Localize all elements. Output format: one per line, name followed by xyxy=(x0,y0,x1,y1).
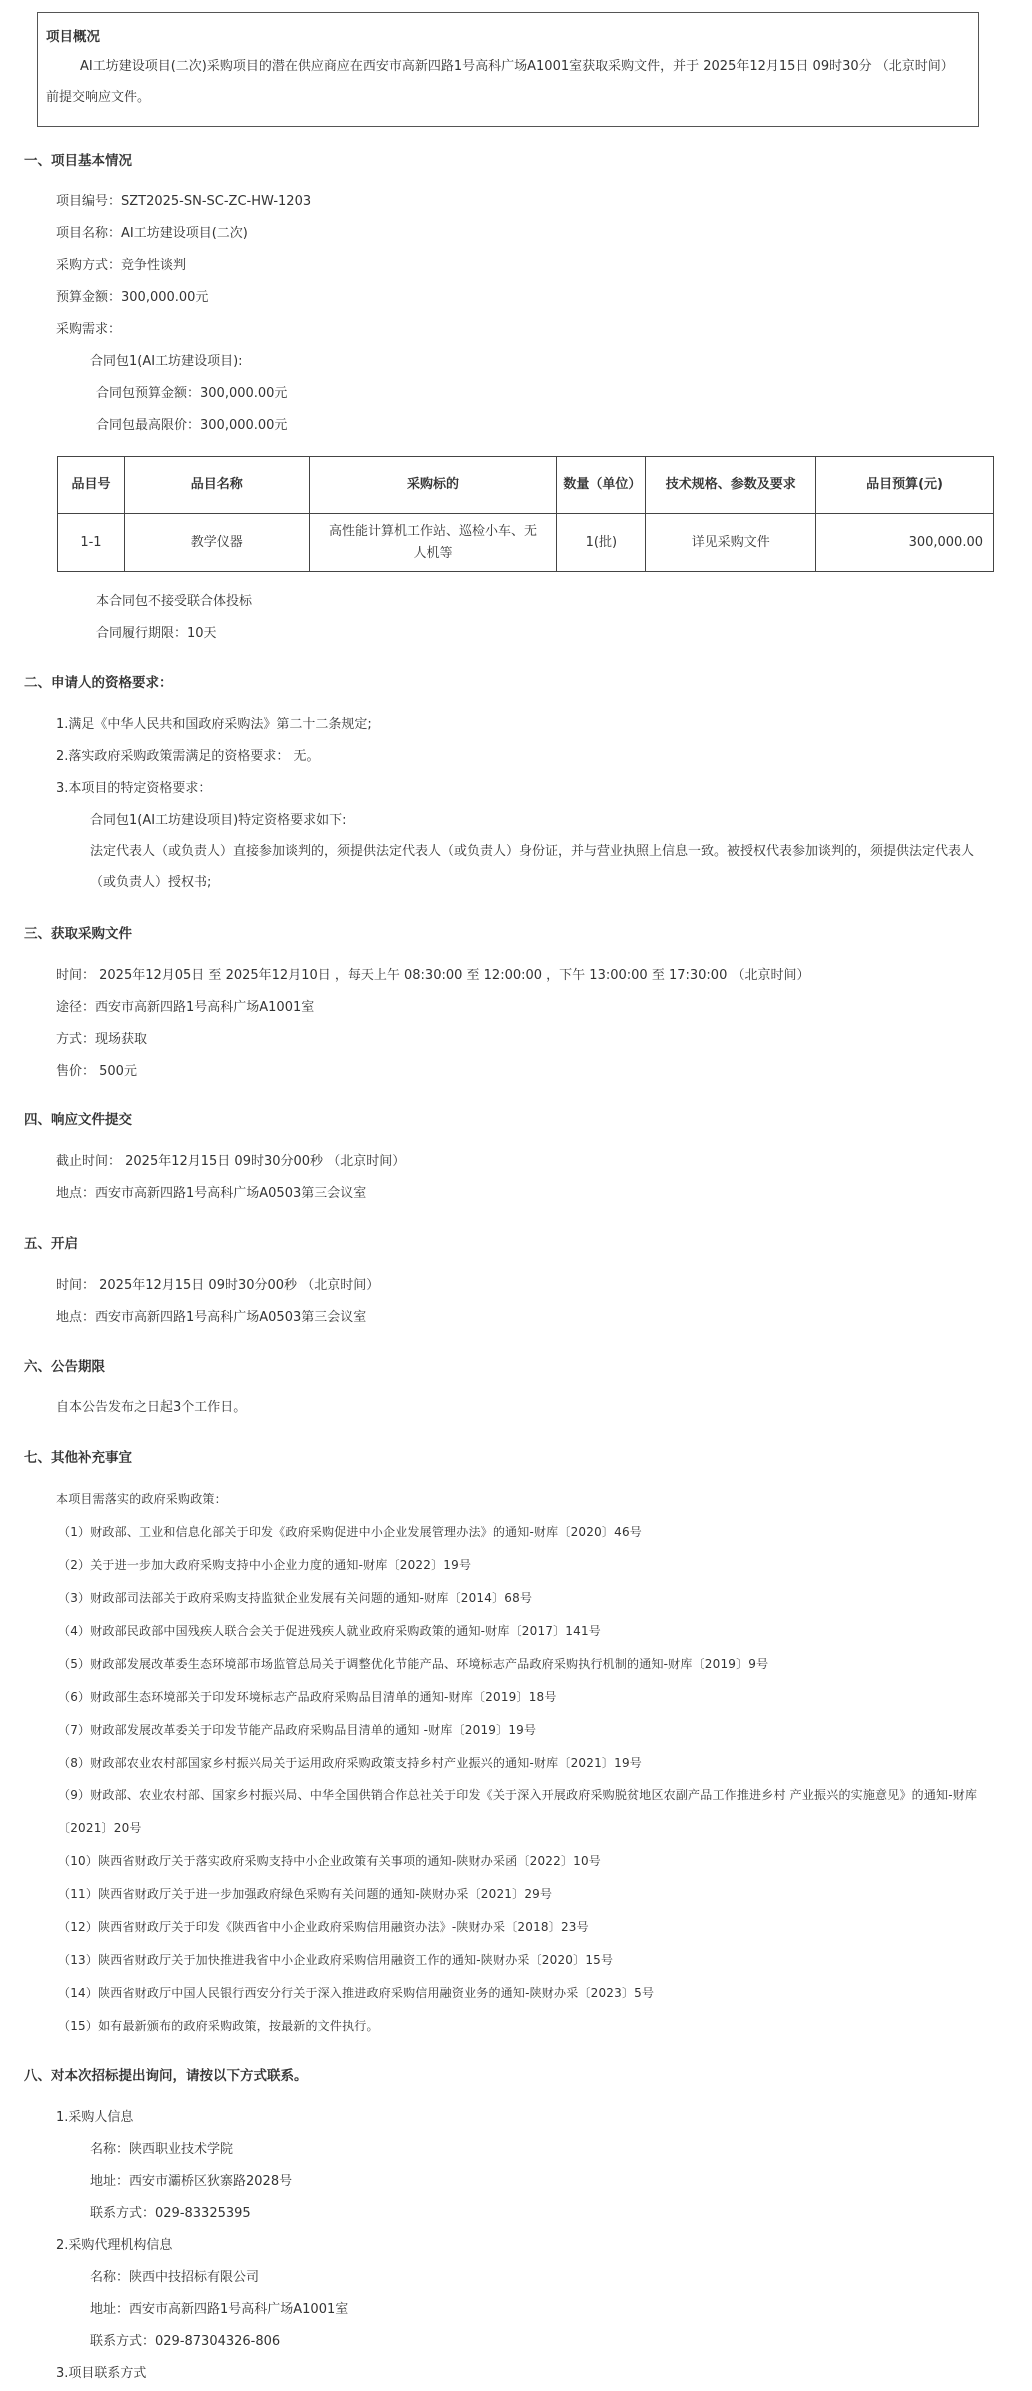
section-8-heading: 八、对本次招标提出询问，请按以下方式联系。 xyxy=(24,2068,308,2084)
item-number-cell: 1-1 xyxy=(58,514,125,572)
table-row xyxy=(58,514,994,572)
document-method: 方式：现场获取 xyxy=(56,1032,148,1047)
policy-item: （13）陕西省财政厅关于加快推进我省中小企业政府采购信用融资工作的通知-陕财办采〔2020〕15号 xyxy=(58,1953,614,1967)
procurement-subject-cell xyxy=(309,514,557,572)
project-contact-title: 3.项目联系方式 xyxy=(56,2366,147,2381)
policy-item: （2）关于进一步加大政府采购支持中小企业力度的通知-财库〔2022〕19号 xyxy=(58,1558,472,1572)
item-name-cell: 教学仪器 xyxy=(124,514,309,572)
qualification-item-3: 3.本项目的特定资格要求： xyxy=(56,781,212,796)
announcement-period: 自本公告发布之日起3个工作日。 xyxy=(56,1400,247,1415)
policy-item: （4）财政部民政部中国残疾人联合会关于促进残疾人就业政府采购政策的通知-财库〔2017〕141号 xyxy=(58,1624,602,1638)
policy-item: （15）如有最新颁布的政府采购政策，按最新的文件执行。 xyxy=(58,2019,379,2033)
document-place: 途径：西安市高新四路1号高科广场A1001室 xyxy=(56,1000,315,1015)
policy-item: （14）陕西省财政厅中国人民银行西安分行关于深入推进政府采购信用融资业务的通知-陕财办采〔2023〕5号 xyxy=(58,1986,655,2000)
purchaser-name: 名称：陕西职业技术学院 xyxy=(90,2142,234,2157)
purchaser-phone: 联系方式：029-83325395 xyxy=(90,2206,251,2221)
contract-term: 合同履行期限：10天 xyxy=(96,626,217,641)
subject-line: 人机等 xyxy=(413,545,453,561)
document-price: 售价： 500元 xyxy=(56,1064,137,1079)
purchaser-address: 地址：西安市灞桥区狄寨路2028号 xyxy=(90,2174,293,2189)
policy-item: （3）财政部司法部关于政府采购支持监狱企业发展有关问题的通知-财库〔2014〕68号 xyxy=(58,1591,533,1605)
project-number: 项目编号：SZT2025-SN-SC-ZC-HW-1203 xyxy=(56,194,312,209)
submission-place: 地点：西安市高新四路1号高科广场A0503第三会议室 xyxy=(56,1186,367,1201)
section-5-heading: 五、开启 xyxy=(24,1236,78,1252)
opening-time: 时间： 2025年12月15日 09时30分00秒 （北京时间） xyxy=(56,1278,380,1293)
contract-package-title: 合同包1(AI工坊建设项目): xyxy=(90,354,243,369)
no-consortium-note: 本合同包不接受联合体投标 xyxy=(96,594,253,609)
overview-title: 项目概况 xyxy=(46,29,100,45)
column-header: 品目名称 xyxy=(124,457,309,514)
table-header-row xyxy=(58,457,994,514)
qualification-item-1: 1.满足《中华人民共和国政府采购法》第二十二条规定; xyxy=(56,717,372,732)
items-table xyxy=(57,456,994,572)
submission-deadline: 截止时间： 2025年12月15日 09时30分00秒 （北京时间） xyxy=(56,1154,406,1169)
quantity-cell: 1(批) xyxy=(557,514,646,572)
section-4-heading: 四、响应文件提交 xyxy=(24,1112,132,1128)
document-time: 时间： 2025年12月05日 至 2025年12月10日 ，每天上午 08:30:00 至 12:00:00 ，下午 13:00:00 至 17:30:00 （北京时间） xyxy=(56,968,810,983)
policy-item: （6）财政部生态环境部关于印发环境标志产品政府采购品目清单的通知-财库〔2019〕18号 xyxy=(58,1690,557,1704)
budget-amount: 预算金额：300,000.00元 xyxy=(56,290,209,305)
procurement-demand-label: 采购需求： xyxy=(56,322,122,337)
policy-item: （1）财政部、工业和信息化部关于印发《政府采购促进中小企业发展管理办法》的通知-财库〔2020〕46号 xyxy=(58,1525,642,1539)
agency-info-title: 2.采购代理机构信息 xyxy=(56,2238,173,2253)
package-specific-requirements: 合同包1(AI工坊建设项目)特定资格要求如下: xyxy=(90,813,347,828)
legal-representative-requirement: 法定代表人（或负责人）直接参加谈判的，须提供法定代表人（或负责人）身份证，并与营业执照上信息一致。被授权代表参加谈判的，须提供法定代表人（或负责人）授权书; xyxy=(90,844,975,890)
overview-text: AI工坊建设项目(二次)采购项目的潜在供应商应在西安市高新四路1号高科广场A1001室获取采购文件，并于 2025年12月15日 09时30分 （北京时间）前提交响应文件。 xyxy=(46,59,954,105)
qualification-item-2: 2.落实政府采购政策需满足的资格要求： 无。 xyxy=(56,749,320,764)
item-budget-cell: 300,000.00 xyxy=(816,514,994,572)
column-header: 品目预算(元) xyxy=(816,457,994,514)
section-1-heading: 一、项目基本情况 xyxy=(24,153,132,169)
policy-item: （12）陕西省财政厅关于印发《陕西省中小企业政府采购信用融资办法》-陕财办采〔2018〕23号 xyxy=(58,1920,589,1934)
policy-intro: 本项目需落实的政府采购政策： xyxy=(56,1492,227,1506)
column-header: 品目号 xyxy=(58,457,125,514)
package-budget: 合同包预算金额：300,000.00元 xyxy=(96,386,288,401)
policy-item: （11）陕西省财政厅关于进一步加强政府绿色采购有关问题的通知-陕财办采〔2021〕29号 xyxy=(58,1887,553,1901)
project-overview-box xyxy=(37,12,979,127)
policy-item: （5）财政部发展改革委生态环境部市场监管总局关于调整优化节能产品、环境标志产品政府采购执行机制的通知-财库〔2019〕9号 xyxy=(58,1657,769,1671)
policy-item: （10）陕西省财政厅关于落实政府采购支持中小企业政策有关事项的通知-陕财办采函〔2022〕10号 xyxy=(58,1854,602,1868)
policy-item: （8）财政部农业农村部国家乡村振兴局关于运用政府采购政策支持乡村产业振兴的通知-财库〔2021〕19号 xyxy=(58,1756,642,1770)
column-header: 采购标的 xyxy=(309,457,557,514)
procurement-method: 采购方式：竞争性谈判 xyxy=(56,258,187,273)
section-6-heading: 六、公告期限 xyxy=(24,1359,105,1375)
package-max-price: 合同包最高限价：300,000.00元 xyxy=(96,418,288,433)
policy-item: （9）财政部、农业农村部、国家乡村振兴局、中华全国供销合作总社关于印发《关于深入开展政府采购脱贫地区农副产品工作推进乡村 产业振兴的实施意见》的通知-财库〔2021〕20号 xyxy=(58,1788,978,1835)
purchaser-info-title: 1.采购人信息 xyxy=(56,2110,134,2125)
section-2-heading: 二、申请人的资格要求： xyxy=(24,675,173,691)
agency-address: 地址：西安市高新四路1号高科广场A1001室 xyxy=(90,2302,349,2317)
section-7-heading: 七、其他补充事宜 xyxy=(24,1450,132,1466)
column-header: 数量（单位） xyxy=(557,457,646,514)
column-header: 技术规格、参数及要求 xyxy=(646,457,816,514)
project-name: 项目名称：AI工坊建设项目(二次) xyxy=(56,226,248,241)
subject-line: 高性能计算机工作站、巡检小车、无 xyxy=(329,523,538,539)
spec-cell: 详见采购文件 xyxy=(646,514,816,572)
agency-phone: 联系方式：029-87304326-806 xyxy=(90,2334,281,2349)
policy-item: （7）财政部发展改革委关于印发节能产品政府采购品目清单的通知 -财库〔2019〕19号 xyxy=(58,1723,537,1737)
section-3-heading: 三、获取采购文件 xyxy=(24,926,132,942)
agency-name: 名称：陕西中技招标有限公司 xyxy=(90,2270,260,2285)
opening-place: 地点：西安市高新四路1号高科广场A0503第三会议室 xyxy=(56,1310,367,1325)
